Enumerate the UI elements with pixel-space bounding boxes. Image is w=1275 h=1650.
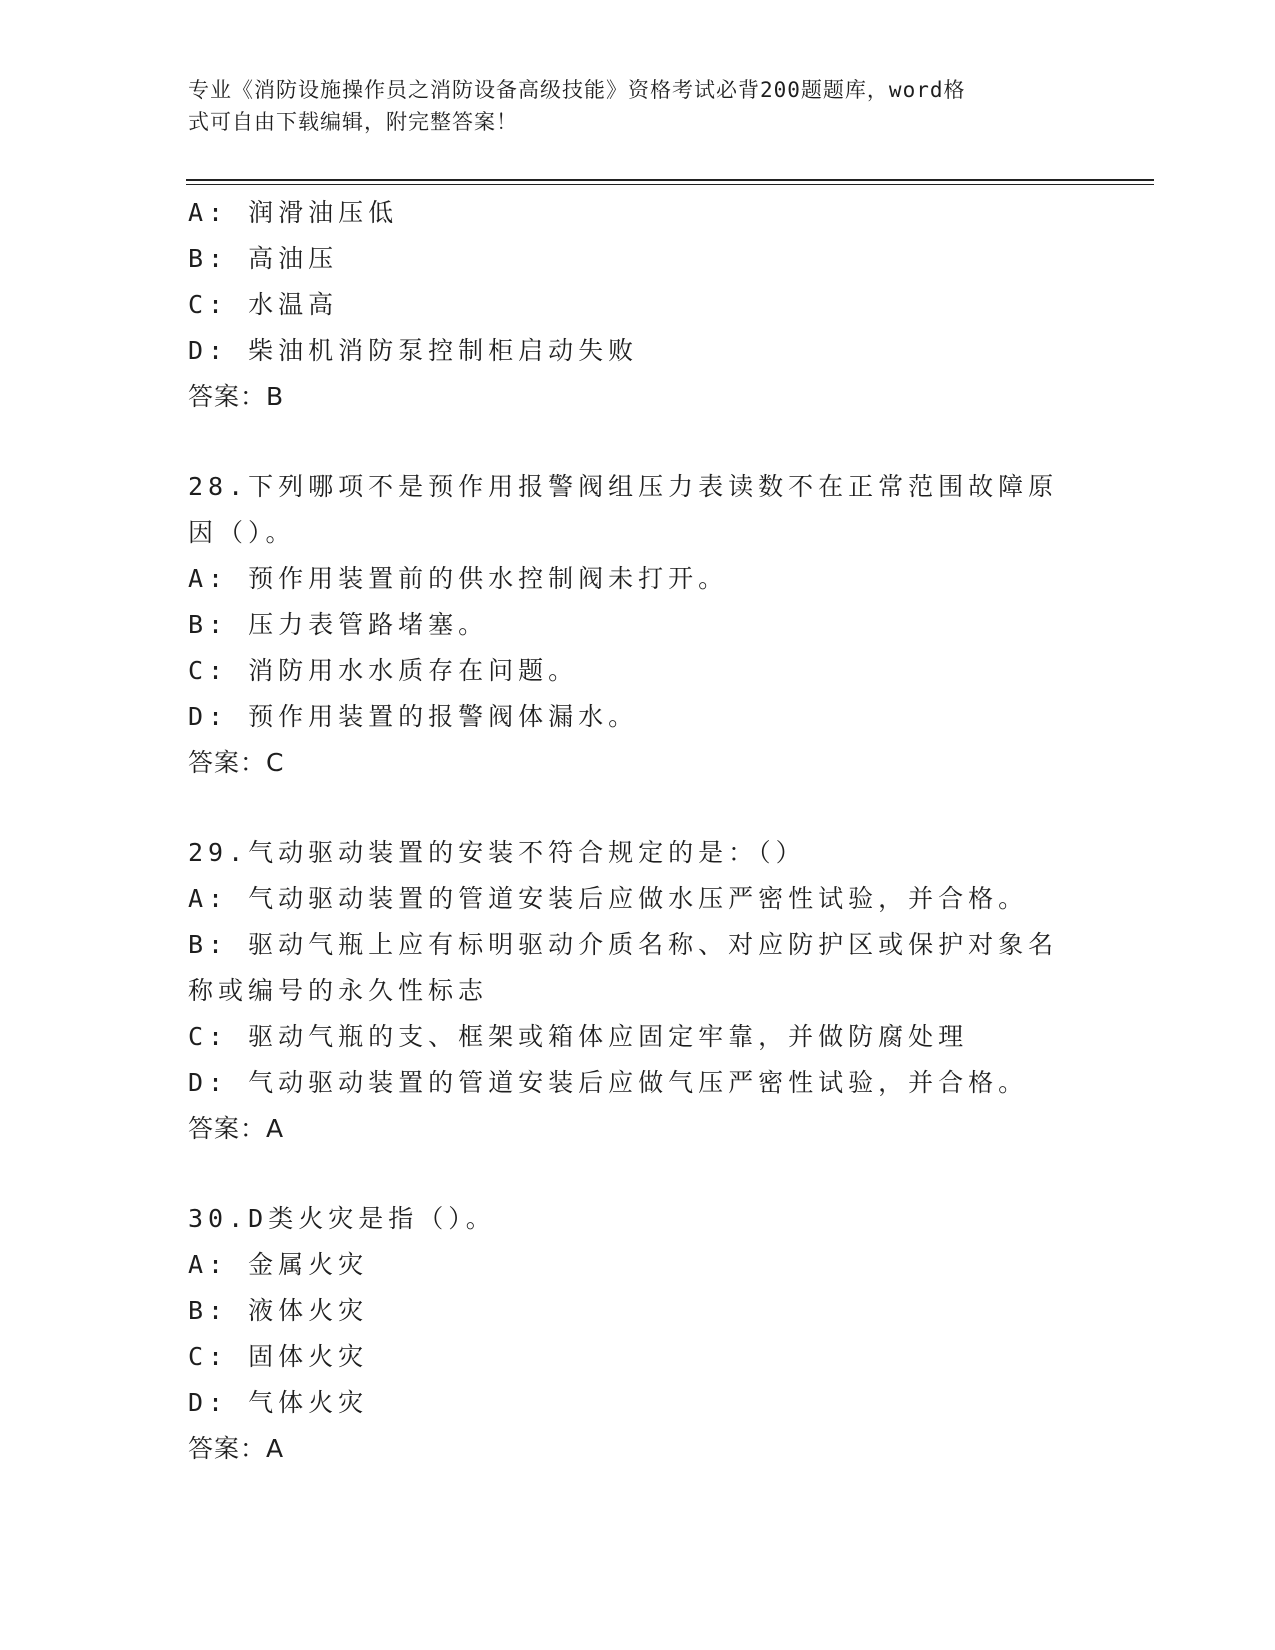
answer-label: 答案：A [188, 1434, 285, 1463]
answer-label: 答案：C [188, 748, 285, 777]
answer-label: 答案：A [188, 1114, 285, 1143]
option-a: A: 预作用装置前的供水控制阀未打开。 [188, 564, 729, 593]
option-c: C: 驱动气瓶的支、框架或箱体应固定牢靠，并做防腐处理 [188, 1022, 969, 1051]
option-c: C: 固体火灾 [188, 1342, 369, 1371]
question-block [188, 464, 1088, 786]
header-line-1: 专业《消防设施操作员之消防设备高级技能》资格考试必背200题题库，word格 [188, 78, 966, 102]
header-divider-thin [186, 184, 1154, 185]
option-a: A: 金属火灾 [188, 1250, 369, 1279]
option-b: B: 驱动气瓶上应有标明驱动介质名称、对应防护区或保护对象名称或编号的永久性标志 [188, 930, 1059, 1005]
document-header [188, 74, 1068, 138]
answer-label: 答案：B [188, 382, 285, 411]
question-list [188, 190, 1088, 1472]
question-stem: 28.下列哪项不是预作用报警阀组压力表读数不在正常范围故障原因（）。 [188, 472, 1059, 547]
header-divider [186, 179, 1154, 181]
option-a: A: 气动驱动装置的管道安装后应做水压严密性试验，并合格。 [188, 884, 1029, 913]
option-c: C: 水温高 [188, 290, 339, 319]
option-b: B: 液体火灾 [188, 1296, 369, 1325]
header-line-2: 式可自由下载编辑，附完整答案！ [188, 110, 518, 134]
question-block [188, 1196, 1088, 1472]
question-stem: 30.D类火灾是指（）。 [188, 1204, 496, 1233]
option-b: B: 压力表管路堵塞。 [188, 610, 489, 639]
option-c: C: 消防用水水质存在问题。 [188, 656, 579, 685]
option-d: D: 气体火灾 [188, 1388, 369, 1417]
option-a: A: 润滑油压低 [188, 198, 399, 227]
option-b: B: 高油压 [188, 244, 339, 273]
option-d: D: 柴油机消防泵控制柜启动失败 [188, 336, 639, 365]
question-block [188, 830, 1088, 1152]
question-block [188, 190, 1088, 420]
question-stem: 29.气动驱动装置的安装不符合规定的是：（） [188, 838, 806, 867]
option-d: D: 预作用装置的报警阀体漏水。 [188, 702, 639, 731]
option-d: D: 气动驱动装置的管道安装后应做气压严密性试验，并合格。 [188, 1068, 1029, 1097]
